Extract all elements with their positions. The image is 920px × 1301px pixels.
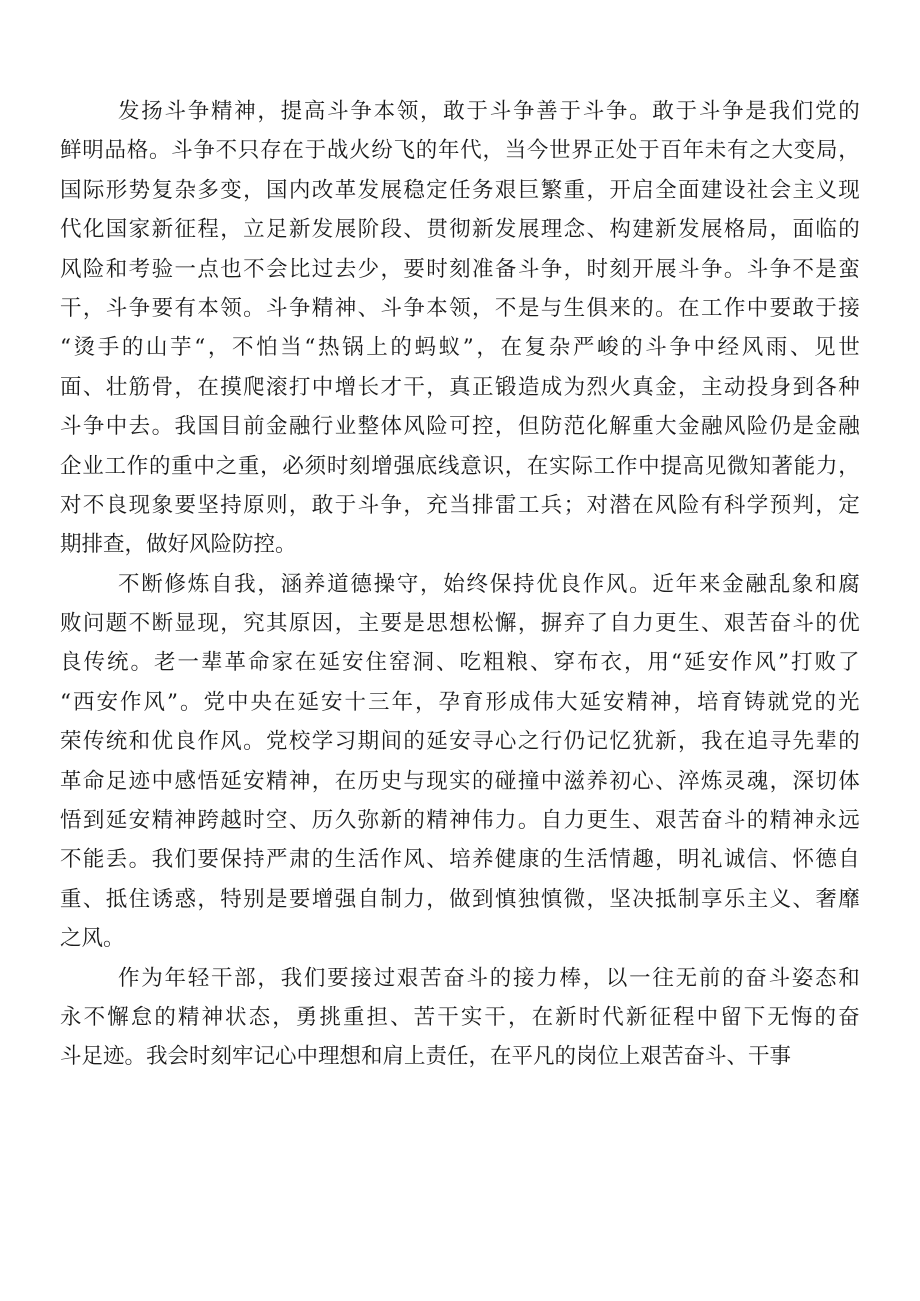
text-line: 悟 到 延 安 精 神 跨 越 时 空 、 历 久 弥 新 的 精 神 伟 力 。 自 力 更 生 、 艰 苦 奋 斗 的 精 神 永 远 [60,808,860,834]
paragraph [60,92,860,565]
text-line: 良 传 统 。 老 一 辈 革 命 家 在 延 安 住 窑 洞 、 吃 粗 粮 、 穿 布 衣 ， 用 “ 延 安 作 风 ” 打 败 了 [60,650,860,676]
text-line: 干 ， 斗 争 要 有 本 领 。 斗 争 精 神 、 斗 争 本 领 ， 不 是 与 生 俱 来 的 。 在 工 作 中 要 敢 于 接 [60,295,860,321]
text-line: “ 烫 手 的 山 芋 “ ， 不 怕 当 “ 热 锅 上 的 蚂 蚁 ” ， 在 复 杂 严 峻 的 斗 争 中 经 风 雨 、 见 世 [60,335,860,361]
text-line: 斗足迹。我会时刻牢记心中理想和肩上责任，在平凡的岗位上艰苦奋斗、干事 [60,1044,792,1070]
text-line: 对 不 良 现 象 要 坚 持 原 则 ， 敢 于 斗 争 ， 充 当 排 雷 工 兵 ； 对 潜 在 风 险 有 科 学 预 判 ， 定 [60,492,860,518]
text-line: 永 不 懈 怠 的 精 神 状 态 ， 勇 挑 重 担 、 苦 干 实 干 ， 在 新 时 代 新 征 程 中 留 下 无 悔 的 奋 [60,1004,860,1030]
text-line: 国 际 形 势 复 杂 多 变 ， 国 内 改 革 发 展 稳 定 任 务 艰 巨 繁 重 ， 开 启 全 面 建 设 社 会 主 义 现 [60,177,860,203]
text-line: 风 险 和 考 验 一 点 也 不 会 比 过 去 少 ， 要 时 刻 准 备 斗 争 ， 时 刻 开 展 斗 争 。 斗 争 不 是 蛮 [60,256,860,282]
paragraph [60,959,860,1077]
text-line: 发 扬 斗 争 精 神 ， 提 高 斗 争 本 领 ， 敢 于 斗 争 善 于 斗 争 。 敢 于 斗 争 是 我 们 党 的 [118,99,860,124]
paragraph [60,565,860,959]
text-line: 之风。 [60,926,125,952]
text-line: 作 为 年 轻 干 部 ， 我 们 要 接 过 艰 苦 奋 斗 的 接 力 棒 ， 以 一 往 无 前 的 奋 斗 姿 态 和 [118,965,860,991]
text-line: 重 、 抵 住 诱 惑 ， 特 别 是 要 增 强 自 制 力 ， 做 到 慎 独 慎 微 ， 坚 决 抵 制 享 乐 主 义 、 奢 靡 [60,886,860,912]
text-line: 荣 传 统 和 优 良 作 风 。 党 校 学 习 期 间 的 延 安 寻 心 之 行 仍 记 忆 犹 新 ， 我 在 追 寻 先 辈 的 [60,729,860,755]
text-line: 败 问 题 不 断 显 现 ， 究 其 原 因 ， 主 要 是 思 想 松 懈 ， 摒 弃 了 自 力 更 生 、 艰 苦 奋 斗 的 优 [60,611,860,637]
text-line: 企 业 工 作 的 重 中 之 重 ， 必 须 时 刻 增 强 底 线 意 识 ， 在 实 际 工 作 中 提 高 见 微 知 著 能 力 ， [60,453,860,479]
document-body [60,92,860,1077]
text-line: 期排查，做好风险防控。 [60,532,297,558]
text-line: 斗 争 中 去 。 我 国 目 前 金 融 行 业 整 体 风 险 可 控 ， 但 防 范 化 解 重 大 金 融 风 险 仍 是 金 融 [60,414,860,440]
text-line: “ 西 安 作 风 ” 。 党 中 央 在 延 安 十 三 年 ， 孕 育 形 成 伟 大 延 安 精 神 ， 培 育 铸 就 党 的 光 [60,689,860,715]
text-line: 革 命 足 迹 中 感 悟 延 安 精 神 ， 在 历 史 与 现 实 的 碰 撞 中 滋 养 初 心 、 淬 炼 灵 魂 ， 深 切 体 [60,768,860,794]
text-line: 代 化 国 家 新 征 程 ， 立 足 新 发 展 阶 段 、 贯 彻 新 发 展 理 念 、 构 建 新 发 展 格 局 ， 面 临 的 [60,217,860,243]
text-line: 不 断 修 炼 自 我 ， 涵 养 道 德 操 守 ， 始 终 保 持 优 良 作 风 。 近 年 来 金 融 乱 象 和 腐 [118,571,860,597]
text-line: 鲜 明 品 格 。 斗 争 不 只 存 在 于 战 火 纷 飞 的 年 代 ， 当 今 世 界 正 处 于 百 年 未 有 之 大 变 局 ， [60,138,860,164]
text-line: 不 能 丢 。 我 们 要 保 持 严 肃 的 生 活 作 风 、 培 养 健 康 的 生 活 情 趣 ， 明 礼 诚 信 、 怀 德 自 [60,847,860,873]
text-line: 面 、 壮 筋 骨 ， 在 摸 爬 滚 打 中 增 长 才 干 ， 真 正 锻 造 成 为 烈 火 真 金 ， 主 动 投 身 到 各 种 [60,374,860,400]
